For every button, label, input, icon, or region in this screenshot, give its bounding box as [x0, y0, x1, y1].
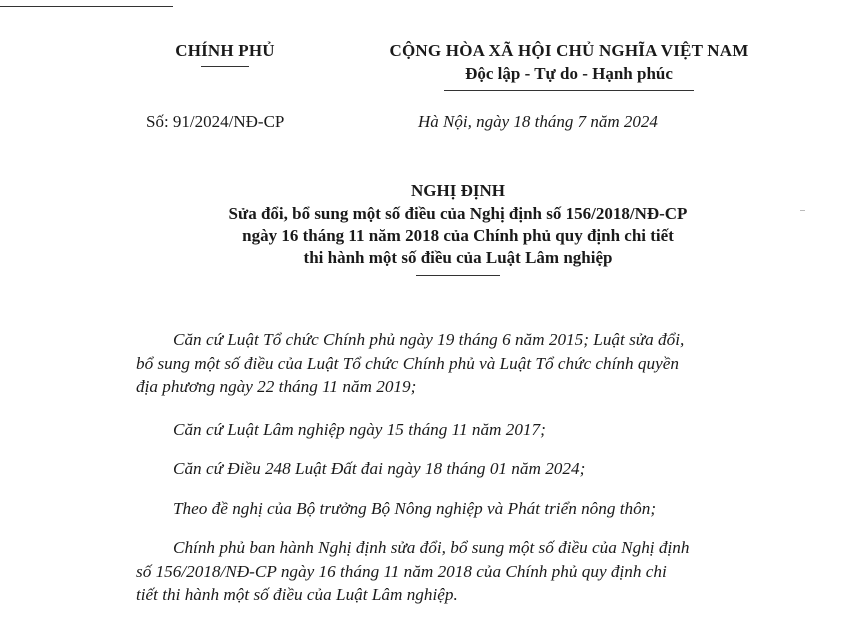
paragraph-line: Căn cứ Luật Tổ chức Chính phủ ngày 19 tháng 6 năm 2015; Luật sửa đổi,: [173, 330, 685, 349]
place-and-date: Hà Nội, ngày 18 tháng 7 năm 2024: [418, 112, 658, 131]
preamble-paragraph: [136, 536, 778, 607]
subject-line: thi hành một số điều của Luật Lâm nghiệp: [303, 248, 613, 267]
document-number: Số: 91/2024/NĐ-CP: [146, 112, 285, 131]
subject-line: ngày 16 tháng 11 năm 2018 của Chính phủ quy định chi tiết: [242, 226, 674, 245]
paragraph-line: Theo đề nghị của Bộ trưởng Bộ Nông nghiệp và Phát triển nông thôn;: [173, 498, 657, 518]
preamble-paragraph: [136, 457, 778, 481]
scan-speck: [800, 210, 805, 211]
preamble-paragraph: [136, 418, 778, 442]
issuing-agency: CHÍNH PHỦ: [175, 41, 275, 60]
document-type: NGHỊ ĐỊNH: [411, 181, 505, 200]
preamble-paragraph: [136, 328, 778, 399]
paragraph-line: bổ sung một số điều của Luật Tổ chức Chính phủ và Luật Tổ chức chính quyền: [136, 353, 679, 373]
document-subject: [150, 203, 766, 269]
paragraph-line: Căn cứ Điều 248 Luật Đất đai ngày 18 tháng 01 năm 2024;: [173, 459, 586, 478]
title-underline: [416, 275, 500, 276]
paragraph-line: số 156/2018/NĐ-CP ngày 16 tháng 11 năm 2018 của Chính phủ quy định chi: [136, 561, 667, 581]
top-border-line: [0, 6, 173, 7]
paragraph-line: địa phương ngày 22 tháng 11 năm 2019;: [136, 377, 417, 396]
subject-line: Sửa đổi, bổ sung một số điều của Nghị định số 156/2018/NĐ-CP: [228, 204, 688, 223]
national-title: CỘNG HÒA XÃ HỘI CHỦ NGHĨA VIỆT NAM: [389, 41, 749, 60]
paragraph-line: Căn cứ Luật Lâm nghiệp ngày 15 tháng 11 năm 2017;: [173, 419, 546, 439]
paragraph-line: tiết thi hành một số điều của Luật Lâm nghiệp.: [136, 585, 458, 604]
preamble: [136, 328, 778, 607]
issuing-agency-block: [150, 40, 300, 67]
document-title-block: [150, 180, 766, 276]
agency-underline: [201, 66, 249, 67]
paragraph-line: Chính phủ ban hành Nghị định sửa đổi, bổ sung một số điều của Nghị định: [173, 538, 690, 557]
preamble-paragraph: [136, 497, 778, 521]
motto-underline: [444, 90, 694, 91]
national-title-block: [365, 40, 773, 91]
national-motto: Độc lập - Tự do - Hạnh phúc: [465, 64, 673, 83]
